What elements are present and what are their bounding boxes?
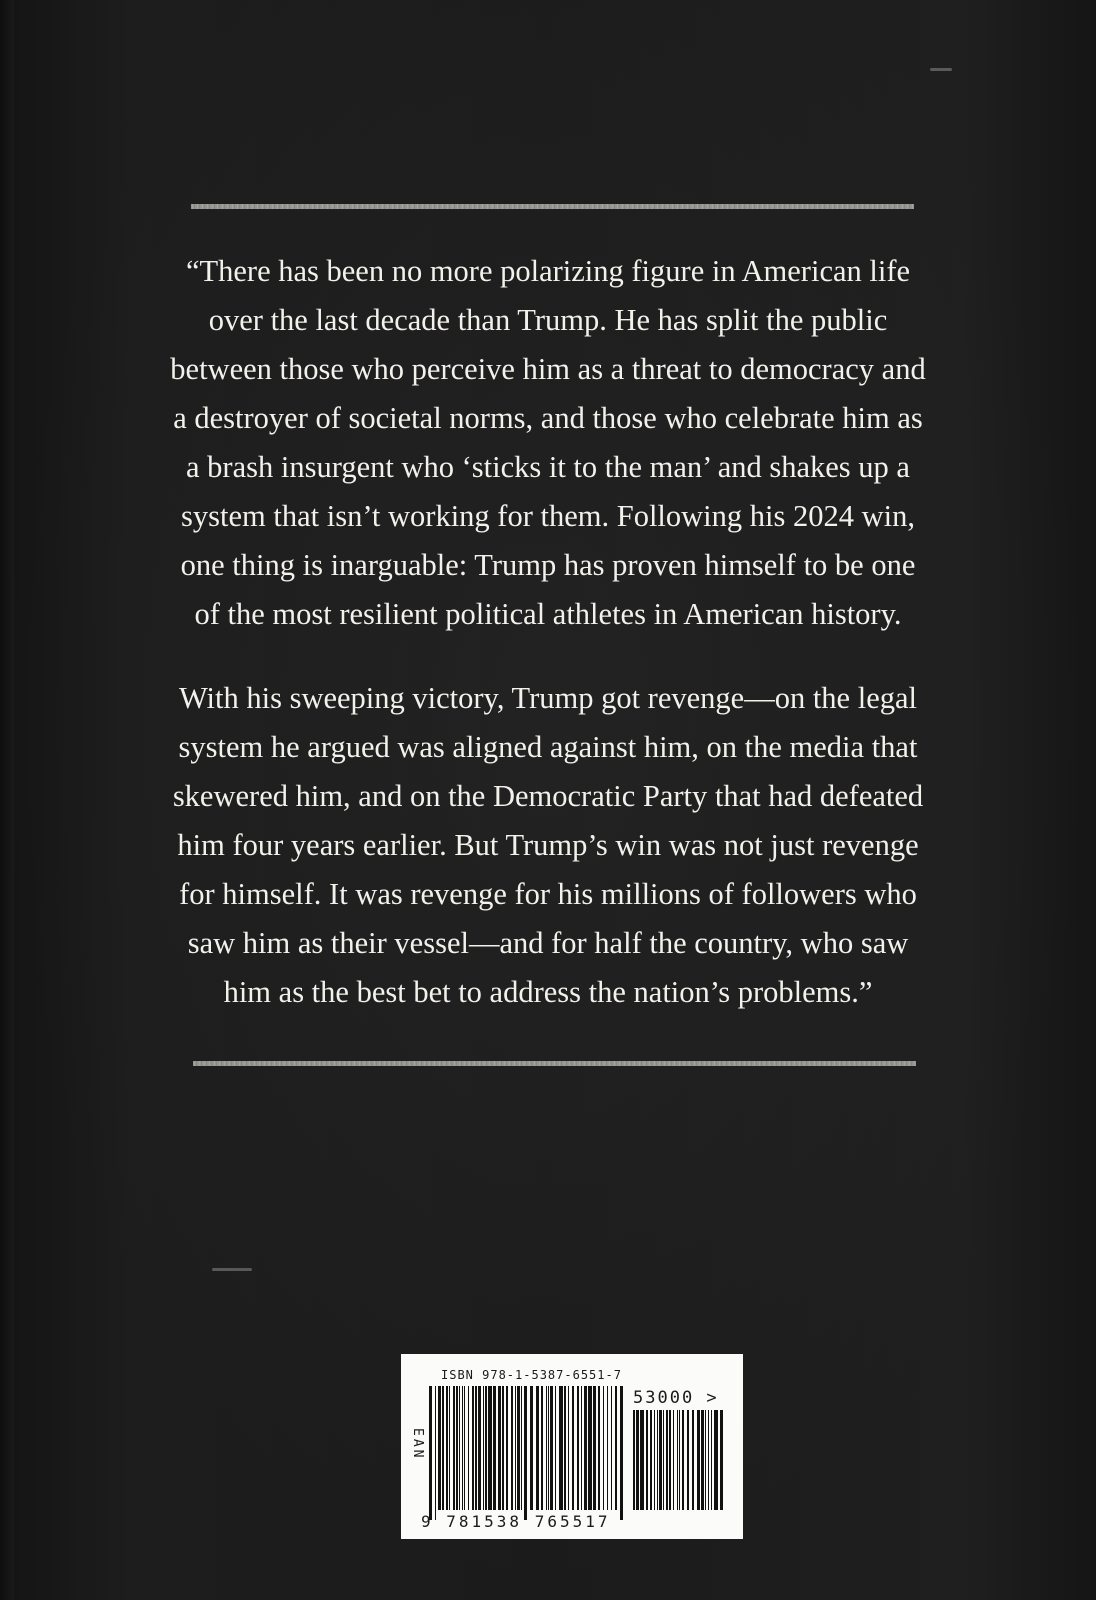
barcode-bar [581,1386,582,1510]
barcode-bar [442,1386,444,1510]
blurb-line: With his sweeping victory, Trump got revenge—on the legal [178,681,917,715]
blurb-line: “There has been no more polarizing figure in American life [185,254,911,288]
blurb-line: between those who perceive him as a threat to democracy and [170,352,926,386]
barcode-bar [446,1386,448,1510]
ean-barcode-bars [429,1386,623,1520]
barcode-bar [559,1386,563,1510]
barcode-bar [488,1386,492,1510]
barcode-bar [708,1410,709,1510]
barcode-bar [577,1386,579,1510]
barcode-bar [679,1410,680,1510]
barcode-bar [584,1386,587,1510]
barcode-bar [659,1410,662,1510]
cover-edge [0,0,14,1600]
barcode-bar [511,1386,513,1510]
blurb-line: one thing is inarguable: Trump has proven himself to be one [180,548,916,582]
barcode-bar [588,1386,592,1510]
blurb-line: system that isn’t working for them. Following his 2024 win, [181,499,915,533]
top-divider-rule [191,204,914,209]
blurb-line: him as the best bet to address the nation’s problems.” [223,975,873,1009]
blurb-line: of the most resilient political athletes in American history. [194,597,902,631]
barcode-bar [438,1386,441,1510]
barcode-bar [636,1410,639,1510]
barcode-bar [633,1410,635,1510]
barcode-bar [475,1386,477,1510]
bottom-divider-rule [193,1061,916,1066]
barcode-bar [682,1410,684,1510]
barcode-bar [620,1386,623,1520]
barcode-bar [673,1410,674,1510]
barcode-bar [705,1410,706,1510]
barcode-bar [530,1386,533,1510]
barcode-bar [657,1410,658,1510]
blurb-line: system he argued was aligned against him, on the media that [178,730,918,764]
barcode-bar [456,1386,458,1510]
cover-scuff [930,68,952,71]
ean-label: EAN [410,1428,425,1461]
barcode-bar [468,1386,469,1510]
barcode-digits: 9 781538 765517 [421,1512,611,1531]
blurb-paragraph-2 [140,674,956,1017]
price-barcode-bars [633,1410,725,1520]
barcode-bar [485,1386,487,1510]
barcode-bar [646,1410,648,1510]
barcode-bar [564,1386,566,1510]
barcode-bar [493,1386,496,1510]
barcode-bar [687,1410,689,1510]
barcode-bar [521,1386,522,1510]
barcode-bar [697,1410,700,1510]
barcode-bar [714,1410,718,1510]
barcode-bar [472,1386,474,1510]
barcode-bar [555,1386,556,1510]
barcode-bar [550,1386,553,1510]
barcode-bar [663,1410,664,1510]
barcode-bar [640,1410,644,1510]
barcode-bar [536,1386,539,1510]
barcode-bar [720,1410,723,1510]
barcode-bar [502,1386,504,1510]
barcode-bar [669,1410,671,1510]
isbn-barcode-label [401,1354,743,1539]
blurb-line: a brash insurgent who ‘sticks it to the man’ and shakes up a [186,450,910,484]
barcode-bar [572,1386,574,1510]
barcode-bar [541,1386,543,1510]
barcode-bar [478,1386,481,1510]
barcode-bar [701,1410,704,1510]
price-code: 53000 > [633,1388,719,1408]
barcode-bar [711,1410,712,1510]
barcode-bar [603,1386,604,1510]
barcode-bar [459,1386,460,1510]
barcode-bar [666,1410,668,1510]
barcode-bar [449,1386,450,1510]
barcode-bar [546,1386,547,1510]
barcode-bar [429,1386,432,1520]
blurb-line: over the last decade than Trump. He has split the public [208,303,888,337]
blurb-line: for himself. It was revenge for his millions of followers who [179,877,917,911]
barcode-bar [435,1386,436,1520]
barcode-bar [568,1386,569,1510]
barcode-bar [464,1386,465,1510]
barcode-bar [462,1386,463,1510]
barcode-bar [650,1410,652,1510]
barcode-bar [598,1386,600,1510]
isbn-number: ISBN 978-1-5387-6551-7 [441,1368,622,1382]
blurb-line: him four years earlier. But Trump’s win was not just revenge [177,828,919,862]
barcode-bar [548,1386,549,1510]
barcode-bar [615,1386,617,1510]
barcode-bar [506,1386,508,1510]
barcode-bar [677,1410,678,1510]
blurb-line: saw him as their vessel—and for half the country, who saw [187,926,909,960]
barcode-bar [654,1410,655,1510]
barcode-bar [607,1386,608,1510]
barcode-bar [453,1386,455,1510]
barcode-bar [515,1386,516,1510]
barcode-bar [593,1386,596,1510]
barcode-bar [524,1386,527,1520]
blurb-line: skewered him, and on the Democratic Party that had defeated [172,779,924,813]
barcode-bar [483,1386,484,1510]
barcode-bar [611,1386,612,1510]
barcode-bar [517,1386,520,1510]
cover-scuff [212,1268,252,1271]
blurb-paragraph-1 [140,247,956,639]
barcode-bar [692,1410,694,1510]
blurb-line: a destroyer of societal norms, and those who celebrate him as [173,401,923,435]
barcode-bar [498,1386,501,1510]
